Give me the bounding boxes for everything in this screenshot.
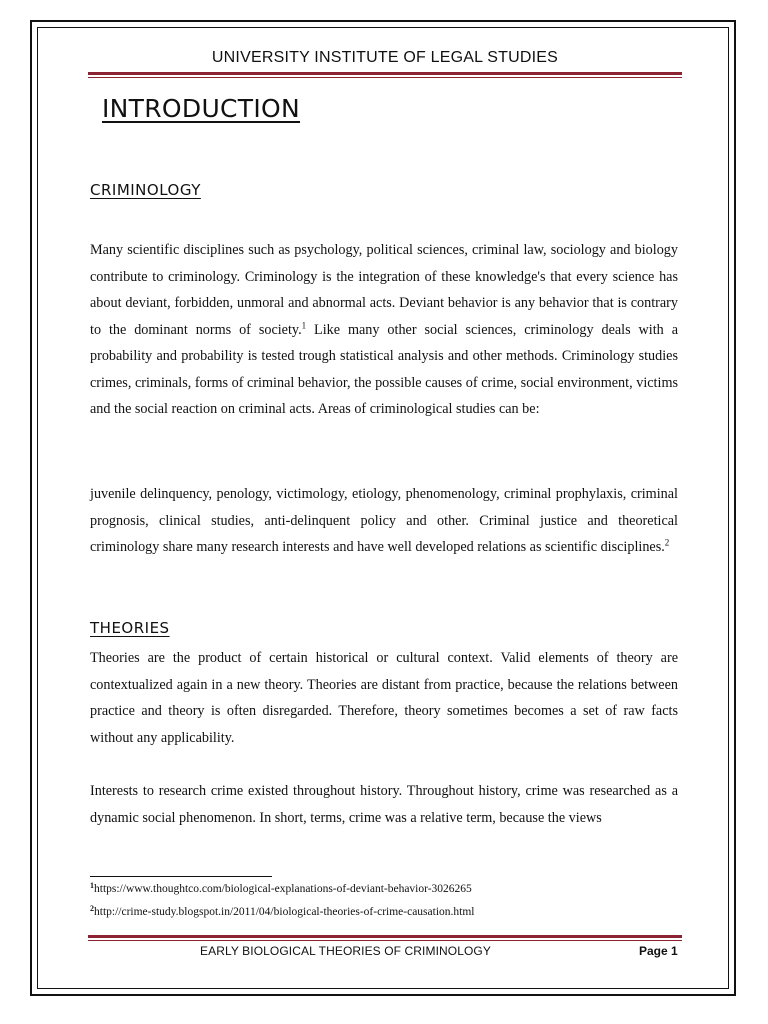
footnote-2: $^2$http://crime-study.blogspot.in/2011/04/biological-theories-of-crime-causation.html — [90, 904, 475, 918]
running-header: UNIVERSITY INSTITUTE OF LEGAL STUDIES — [211, 49, 559, 66]
footnote-1: $^1$https://www.thoughtco.com/biological-explanations-of-deviant-behavior-3026265 — [90, 881, 472, 895]
running-footer: EARLY BIOLOGICAL THEORIES OF CRIMINOLOGY — [200, 944, 491, 958]
footer-rule-thin — [88, 940, 682, 941]
page-title: INTRODUCTION — [102, 94, 301, 123]
paragraph-criminology-1: Many scientific disciplines such as psychology, political sciences, criminal law, sociology and biology contribute to criminology. Criminology is the integration of these knowledge's that every science has about deviant, forbidden, unmoral and abnormal acts. Deviant behavior is any behavior that is contrary to the dominant norms of society.$^1$ Like many other social sciences, criminology deals with a probability and probability is tested trough statistical analysis and other methods. Criminology studies crimes, criminals, forms of criminal behavior, the possible causes of crime, social environment, victims and the social reaction on criminal acts. Areas of criminological studies can be: — [90, 242, 678, 417]
page-number: Page 1 — [639, 944, 678, 958]
footer-rule — [88, 935, 682, 938]
header-rule-thin — [88, 77, 682, 78]
footnote-link-1[interactable]: https://www.thoughtco.com/biological-explanations-of-deviant-behavior-3026265 — [94, 883, 472, 895]
section-heading-criminology: CRIMINOLOGY — [90, 181, 201, 199]
footnote-ref-2: 2 — [664, 537, 670, 548]
footnote-separator — [90, 876, 272, 877]
footnote-ref-1: 1 — [301, 319, 307, 330]
paragraph-theories-2: Interests to research crime existed throughout history. Throughout history, crime was researched as a dynamic social phenomenon. In short, terms, crime was a relative term, because the views — [90, 783, 678, 826]
header-rule — [88, 72, 682, 75]
paragraph-theories-1: Theories are the product of certain historical or cultural context. Valid elements of theory are contextualized again in a new theory. Theories are distant from practice, because the relations between practice and theory is often disregarded. Therefore, theory sometimes becomes a set of raw facts without any applicability. — [90, 650, 678, 746]
paragraph-criminology-2: juvenile delinquency, penology, victimology, etiology, phenomenology, criminal prophylaxis, criminal prognosis, clinical studies, anti-delinquent policy and other. Criminal justice and theoretical criminology share many research interests and have well developed relations as scientific disciplines.$^2$ — [90, 486, 678, 555]
footnote-link-2[interactable]: http://crime-study.blogspot.in/2011/04/biological-theories-of-crime-causation.html — [94, 906, 475, 918]
section-heading-theories: THEORIES — [90, 619, 170, 637]
